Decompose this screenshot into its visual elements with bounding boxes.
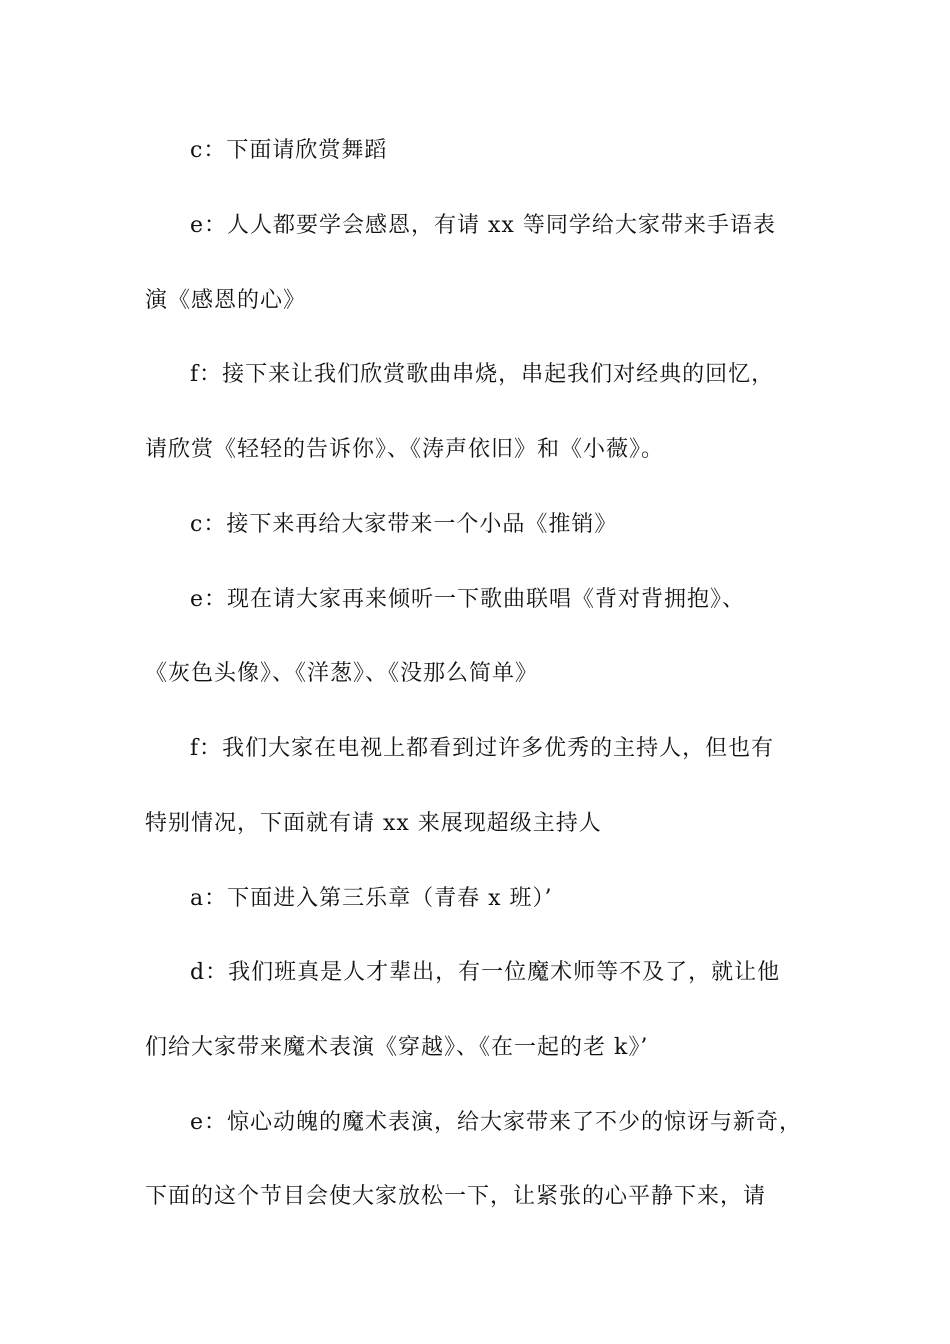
script-line-d-magic-cont: 们给大家带来魔术表演《穿越》、《在一起的老 k》’ [145,1035,649,1060]
script-line-c-sketch: c：接下来再给大家带来一个小品《推销》 [190,512,618,537]
script-line-f-medley-cont: 请欣赏《轻轻的告诉你》、《涛声依旧》和《小薇》。 [145,437,665,462]
script-line-e-songs-cont: 《灰色头像》、《洋葱》、《没那么简单》 [145,661,539,686]
script-line-d-magic: d：我们班真是人才辈出，有一位魔术师等不及了，就让他 [190,960,781,985]
script-line-e-relax: e：惊心动魄的魔术表演，给大家带来了不少的惊讶与新奇， [190,1110,803,1135]
script-line-c-dance: c：下面请欣赏舞蹈 [190,138,388,163]
script-line-f-host-cont: 特别情况，下面就有请 xx 来展现超级主持人 [145,811,602,836]
script-line-f-host: f：我们大家在电视上都看到过许多优秀的主持人，但也有 [190,736,775,761]
script-line-e-songs: e：现在请大家再来倾听一下歌曲联唱《背对背拥抱》、 [190,587,746,612]
script-line-e-relax-cont: 下面的这个节目会使大家放松一下，让紧张的心平静下来，请 [145,1184,767,1209]
script-line-a-chapter: a：下面进入第三乐章（青春 x 班）’ [190,886,553,911]
script-line-e-gratitude: e：人人都要学会感恩，有请 xx 等同学给大家带来手语表 [190,213,776,238]
script-line-e-gratitude-cont: 演《感恩的心》 [145,288,307,313]
script-line-f-medley: f：接下来让我们欣赏歌曲串烧，串起我们对经典的回忆， [190,362,775,387]
